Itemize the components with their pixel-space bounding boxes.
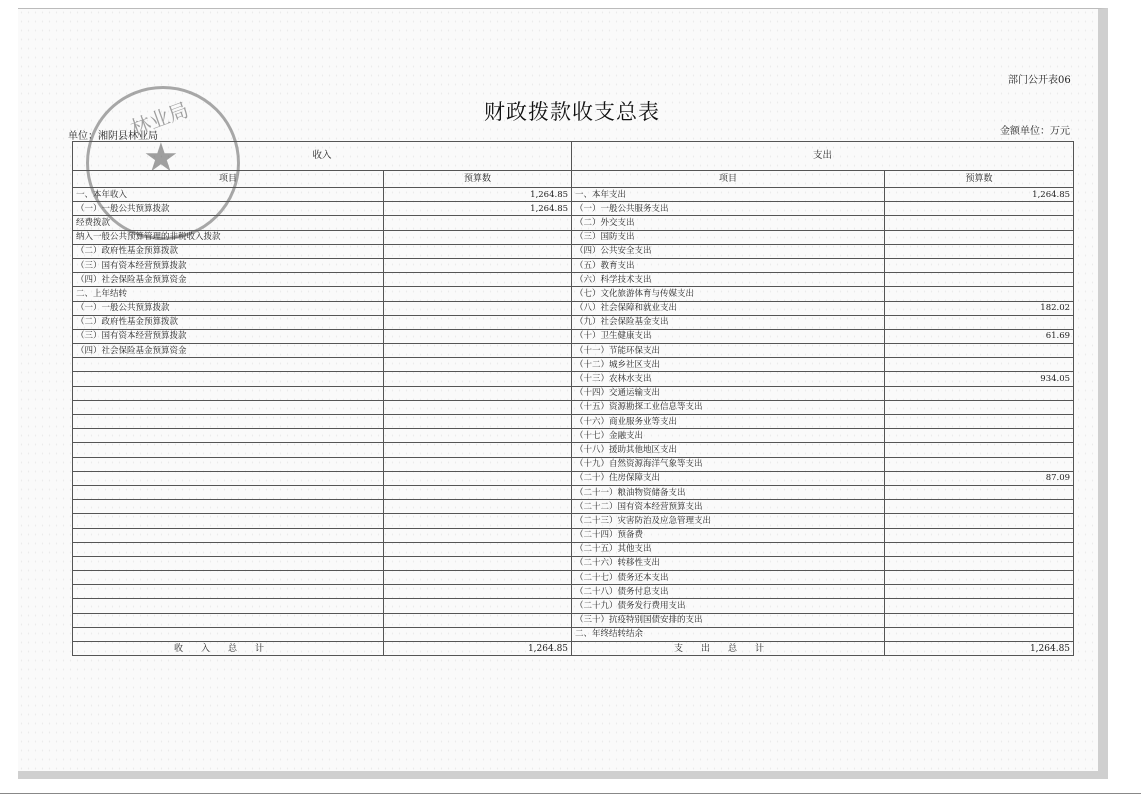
income-value-cell <box>384 344 572 358</box>
income-item-cell: （四）社会保险基金预算资金 <box>73 273 384 287</box>
table-row <box>73 429 1074 443</box>
expense-item-cell: （十九）自然资源海洋气象等支出 <box>572 457 885 471</box>
table-row <box>73 273 1074 287</box>
table-row <box>73 556 1074 570</box>
expense-item-cell: （二十五）其他支出 <box>572 542 885 556</box>
income-item-cell <box>73 400 384 414</box>
income-value-cell <box>384 585 572 599</box>
income-item-cell <box>73 500 384 514</box>
income-item-cell: 纳入一般公共预算管理的非税收入拨款 <box>73 230 384 244</box>
table-row <box>73 329 1074 343</box>
expense-value-cell <box>885 556 1074 570</box>
expense-item-cell: （二十七）债务还本支出 <box>572 571 885 585</box>
expense-item-cell: （十四）交通运输支出 <box>572 386 885 400</box>
income-budget-header: 预算数 <box>384 171 572 188</box>
income-item-cell <box>73 358 384 372</box>
doc-code: 部门公开表06 <box>1008 75 1071 86</box>
table-row <box>73 386 1074 400</box>
table-row <box>73 258 1074 272</box>
income-value-cell <box>384 571 572 585</box>
income-item-cell <box>73 542 384 556</box>
table-row <box>73 415 1074 429</box>
income-value-cell <box>384 528 572 542</box>
expense-header: 支出 <box>572 142 1074 171</box>
table-row <box>73 599 1074 613</box>
expense-item-cell: （五）教育支出 <box>572 258 885 272</box>
income-item-cell: （三）国有资本经营预算拨款 <box>73 258 384 272</box>
income-item-cell: 二、上年结转 <box>73 287 384 301</box>
table-row <box>73 301 1074 315</box>
expense-value-cell <box>885 386 1074 400</box>
expense-value-cell <box>885 287 1074 301</box>
income-value-cell <box>384 315 572 329</box>
expense-value-cell <box>885 627 1074 641</box>
income-value-cell <box>384 258 572 272</box>
income-value-cell <box>384 613 572 627</box>
income-item-cell <box>73 585 384 599</box>
expense-item-cell: （二十四）预备费 <box>572 528 885 542</box>
total-row <box>73 642 1074 656</box>
expense-value-cell <box>885 216 1074 230</box>
income-value-cell <box>384 400 572 414</box>
expense-value-cell <box>885 585 1074 599</box>
table-row <box>73 471 1074 485</box>
income-value-cell <box>384 216 572 230</box>
table-row <box>73 216 1074 230</box>
table-row <box>73 287 1074 301</box>
page-title: 财政拨款收支总表 <box>484 100 660 124</box>
table-row <box>73 400 1074 414</box>
expense-value-cell <box>885 514 1074 528</box>
income-item-cell <box>73 471 384 485</box>
table-row <box>73 244 1074 258</box>
expense-value-cell <box>885 315 1074 329</box>
expense-value-cell: 182.02 <box>885 301 1074 315</box>
income-item-cell <box>73 429 384 443</box>
table-row <box>73 344 1074 358</box>
seal-text: 林业局 <box>127 97 192 141</box>
income-item-cell <box>73 443 384 457</box>
income-value-cell <box>384 627 572 641</box>
table-row <box>73 613 1074 627</box>
income-value-cell <box>384 301 572 315</box>
income-value-cell <box>384 556 572 570</box>
expense-item-cell: （十六）商业服务业等支出 <box>572 415 885 429</box>
expense-value-cell: 87.09 <box>885 471 1074 485</box>
expense-value-cell <box>885 344 1074 358</box>
budget-table <box>72 141 1074 656</box>
expense-item-cell: （三）国防支出 <box>572 230 885 244</box>
income-value-cell <box>384 244 572 258</box>
income-item-cell <box>73 386 384 400</box>
income-value-cell <box>384 500 572 514</box>
income-value-cell <box>384 287 572 301</box>
table-row <box>73 443 1074 457</box>
table-row <box>73 571 1074 585</box>
income-item-cell <box>73 372 384 386</box>
table-row <box>73 542 1074 556</box>
expense-item-cell: （二十三）灾害防治及应急管理支出 <box>572 514 885 528</box>
table-row <box>73 372 1074 386</box>
income-total-value: 1,264.85 <box>384 642 572 656</box>
expense-total-value: 1,264.85 <box>885 642 1074 656</box>
expense-item-cell: （二十）住房保障支出 <box>572 471 885 485</box>
expense-value-cell <box>885 230 1074 244</box>
expense-value-cell <box>885 358 1074 372</box>
table-row <box>73 500 1074 514</box>
expense-value-cell <box>885 258 1074 272</box>
table-row <box>73 514 1074 528</box>
income-value-cell <box>384 542 572 556</box>
income-item-cell: （一）一般公共预算拨款 <box>73 301 384 315</box>
income-item-cell: （一）一般公共预算拨款 <box>73 202 384 216</box>
income-item-cell <box>73 599 384 613</box>
expense-item-cell: （二十六）转移性支出 <box>572 556 885 570</box>
income-item-cell: （四）社会保险基金预算资金 <box>73 344 384 358</box>
income-value-cell <box>384 471 572 485</box>
income-value-cell: 1,264.85 <box>384 202 572 216</box>
table-row <box>73 188 1074 202</box>
income-item-cell <box>73 457 384 471</box>
expense-value-cell <box>885 571 1074 585</box>
expense-item-cell: 一、本年支出 <box>572 188 885 202</box>
seal-star-icon: ★ <box>143 135 179 181</box>
expense-item-cell: （七）文化旅游体育与传媒支出 <box>572 287 885 301</box>
table-row <box>73 485 1074 499</box>
income-value-cell: 1,264.85 <box>384 188 572 202</box>
income-value-cell <box>384 429 572 443</box>
expense-value-cell <box>885 244 1074 258</box>
expense-value-cell <box>885 528 1074 542</box>
income-value-cell <box>384 485 572 499</box>
income-value-cell <box>384 386 572 400</box>
income-value-cell <box>384 329 572 343</box>
table-row <box>73 528 1074 542</box>
expense-item-cell: （三十）抗疫特别国债安排的支出 <box>572 613 885 627</box>
income-value-cell <box>384 443 572 457</box>
table-row <box>73 230 1074 244</box>
income-item-cell <box>73 528 384 542</box>
expense-item-cell: （二十二）国有资本经营预算支出 <box>572 500 885 514</box>
expense-item-cell: （十五）资源勘探工业信息等支出 <box>572 400 885 414</box>
expense-value-cell <box>885 485 1074 499</box>
table-row <box>73 457 1074 471</box>
expense-value-cell <box>885 613 1074 627</box>
expense-item-cell: （八）社会保障和就业支出 <box>572 301 885 315</box>
income-item-cell: （二）政府性基金预算拨款 <box>73 315 384 329</box>
expense-item-cell: （十二）城乡社区支出 <box>572 358 885 372</box>
expense-value-cell <box>885 273 1074 287</box>
expense-value-cell <box>885 429 1074 443</box>
expense-value-cell: 1,264.85 <box>885 188 1074 202</box>
expense-item-cell: （二）外交支出 <box>572 216 885 230</box>
expense-item-cell: （六）科学技术支出 <box>572 273 885 287</box>
expense-item-cell: （十八）援助其他地区支出 <box>572 443 885 457</box>
expense-item-cell: （十三）农林水支出 <box>572 372 885 386</box>
income-item-cell <box>73 514 384 528</box>
table-row <box>73 202 1074 216</box>
income-value-cell <box>384 457 572 471</box>
expense-item-cell: （四）公共安全支出 <box>572 244 885 258</box>
expense-item-header: 项目 <box>572 171 885 188</box>
expense-item-cell: （十七）金融支出 <box>572 429 885 443</box>
income-item-cell <box>73 613 384 627</box>
expense-value-cell <box>885 457 1074 471</box>
income-value-cell <box>384 358 572 372</box>
income-item-cell <box>73 627 384 641</box>
expense-value-cell <box>885 500 1074 514</box>
expense-value-cell <box>885 542 1074 556</box>
income-item-cell: （三）国有资本经营预算拨款 <box>73 329 384 343</box>
income-value-cell <box>384 273 572 287</box>
expense-item-cell: （十）卫生健康支出 <box>572 329 885 343</box>
expense-value-cell <box>885 443 1074 457</box>
expense-item-cell: （九）社会保险基金支出 <box>572 315 885 329</box>
expense-item-cell: （二十一）粮油物资储备支出 <box>572 485 885 499</box>
unit-label: 单位：湘阴县林业局 <box>68 131 158 142</box>
table-row <box>73 315 1074 329</box>
income-item-header: 项目 <box>73 171 384 188</box>
table-row <box>73 585 1074 599</box>
income-total-label: 收入总计 <box>73 642 384 656</box>
income-item-cell: 经费拨款 <box>73 216 384 230</box>
expense-value-cell: 61.69 <box>885 329 1074 343</box>
expense-value-cell: 934.05 <box>885 372 1074 386</box>
income-item-cell: 一、本年收入 <box>73 188 384 202</box>
table-row <box>73 358 1074 372</box>
expense-item-cell: （二十九）债务发行费用支出 <box>572 599 885 613</box>
table-row <box>73 627 1074 641</box>
expense-item-cell: （一）一般公共服务支出 <box>572 202 885 216</box>
expense-item-cell: （二十八）债务付息支出 <box>572 585 885 599</box>
expense-total-label: 支出总计 <box>572 642 885 656</box>
income-item-cell <box>73 571 384 585</box>
income-value-cell <box>384 372 572 386</box>
income-value-cell <box>384 415 572 429</box>
income-value-cell <box>384 599 572 613</box>
amount-unit-label: 金额单位：万元 <box>1000 126 1070 137</box>
expense-value-cell <box>885 599 1074 613</box>
page-edge-line <box>0 793 1141 794</box>
income-value-cell <box>384 514 572 528</box>
expense-item-cell: 二、年终结转结余 <box>572 627 885 641</box>
income-item-cell <box>73 415 384 429</box>
expense-budget-header: 预算数 <box>885 171 1074 188</box>
expense-item-cell: （十一）节能环保支出 <box>572 344 885 358</box>
expense-value-cell <box>885 400 1074 414</box>
income-item-cell <box>73 556 384 570</box>
income-header: 收入 <box>73 142 572 171</box>
income-item-cell: （二）政府性基金预算拨款 <box>73 244 384 258</box>
income-item-cell <box>73 485 384 499</box>
expense-value-cell <box>885 202 1074 216</box>
expense-value-cell <box>885 415 1074 429</box>
income-value-cell <box>384 230 572 244</box>
